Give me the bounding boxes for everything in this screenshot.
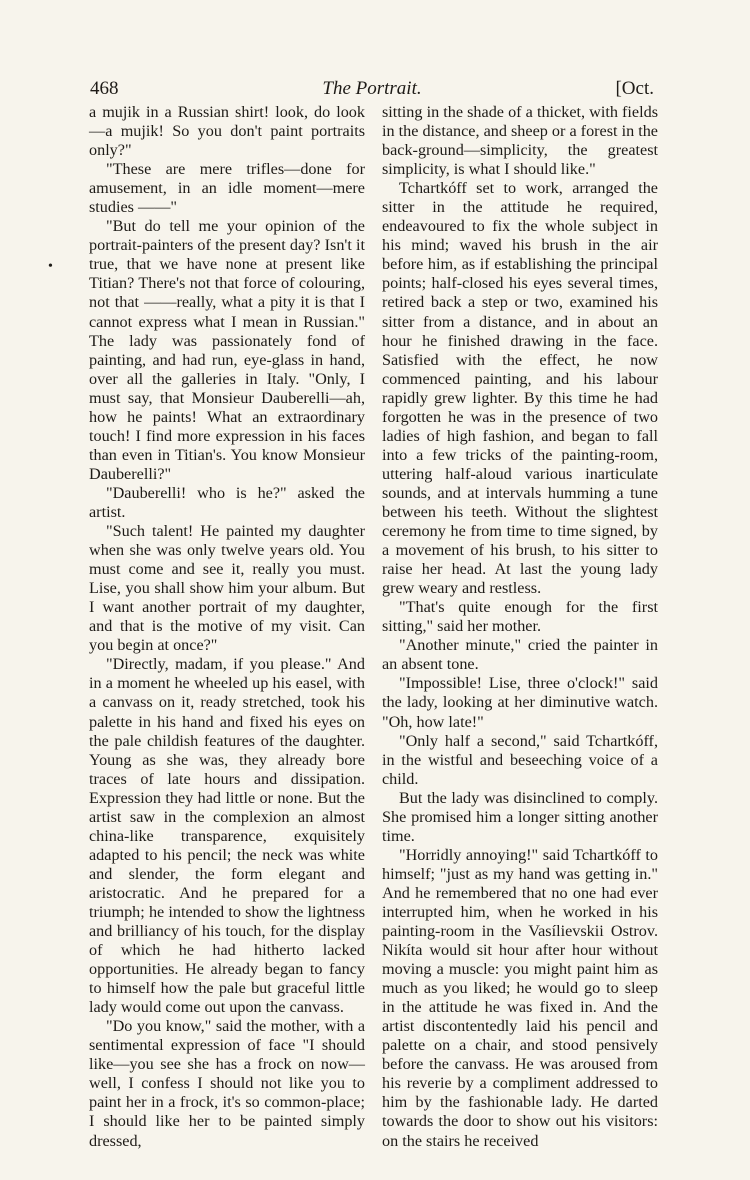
left-column	[89, 103, 365, 1151]
paragraph: "Such talent! He painted my daughter when she was only twelve years old. You must come and see it, really you must. Lise, you shall show him your album. But I want another portrait of my daughter, and that is the motive of my visit. Can you begin at once?"	[89, 522, 365, 655]
paragraph: "Another minute," cried the painter in an absent tone.	[382, 636, 658, 674]
paragraph: "But do tell me your opinion of the portrait-painters of the present day? Isn't it true, that we have none at present like Titian? There's not that force of colouring, not that ——really, what a pity it is that I cannot express what I mean in Russian." The lady was passionately fond of painting, and had run, eye-glass in hand, over all the galleries in Italy. "Only, I must say, that Monsieur Dauberelli—ah, how he paints! What an extraordinary touch! I find more expression in his faces than even in Titian's. You know Monsieur Dauberelli?"	[89, 217, 365, 483]
paragraph: "Do you know," said the mother, with a sentimental expression of face "I should like—you see she has a frock on now—well, I confess I should not like you to paint her in a frock, it's so common-place; I should like her to be painted simply dressed,	[89, 1017, 365, 1150]
paragraph: "Only half a second," said Tchartkóff, in the wistful and beseeching voice of a child.	[382, 731, 658, 788]
paragraph: "These are mere trifles—done for amusement, in an idle moment—mere studies ——"	[89, 160, 365, 217]
paragraph: But the lady was disinclined to comply. She promised him a longer sitting another time.	[382, 788, 658, 845]
page-number: 468	[90, 78, 119, 99]
paragraph: "Impossible! Lise, three o'clock!" said the lady, looking at her diminutive watch. "Oh, how late!"	[382, 674, 658, 731]
running-month: [Oct.	[615, 78, 654, 99]
paragraph: Tchartkóff set to work, arranged the sitter in the attitude he required, endeavoured to fix the whole subject in his mind; waved his brush in the air before him, as if establishing the principal points; half-closed his eyes several times, retired back a step or two, examined his sitter from a distance, and in about an hour he finished drawing in the face. Satisfied with the effect, he now commenced painting, and his labour rapidly grew lighter. By this time he had forgotten he was in the presence of two ladies of high fashion, and began to fall into a few tricks of the painting-room, uttering half-aloud various inarticulate sounds, and at intervals humming a tune between his teeth. Without the slightest ceremony he from time to time signed, by a movement of his brush, to his sitter to raise her head. At last the young lady grew weary and restless.	[382, 179, 658, 598]
paragraph: "Horridly annoying!" said Tchartkóff to himself; "just as my hand was getting in." And he remembered that no one had ever interrupted him, when he worked in his painting-room in the Vasílievskii Ostrov. Nikíta would sit hour after hour without moving a muscle: you might paint him as much as you liked; he would go to sleep in the attitude he was fixed in. And the artist discontentedly laid his pencil and palette on a chair, and stood pensively before the canvass. He was aroused from his reverie by a compliment addressed to him by the fashionable lady. He darted towards the door to show out his visitors: on the stairs he received	[382, 845, 658, 1150]
running-header	[90, 76, 654, 102]
paragraph: "That's quite enough for the first sitting," said her mother.	[382, 598, 658, 636]
paragraph: a mujik in a Russian shirt! look, do look—a mujik! So you don't paint portraits only?"	[89, 103, 365, 160]
paragraph: "Dauberelli! who is he?" asked the artist.	[89, 483, 365, 521]
right-column	[382, 103, 658, 1151]
paragraph: "Directly, madam, if you please." And in a moment he wheeled up his easel, with a canvass on it, ready stretched, took his palette in his hand and fixed his eyes on the pale childish features of the daughter. Young as she was, they already bore traces of late hours and dissipation. Expression they had little or none. But the artist saw in the complexion an almost china-like transparence, exquisitely adapted to his pencil; the neck was white and slender, the form elegant and aristocratic. And he prepared for a triumph; he intended to show the lightness and brilliancy of his touch, for the display of which he had hitherto lacked opportunities. He already began to fancy to himself how the pale but graceful little lady would come out upon the canvass.	[89, 655, 365, 1017]
running-title: The Portrait.	[322, 78, 422, 99]
paragraph: sitting in the shade of a thicket, with fields in the distance, and sheep or a forest in the back-ground—simplicity, the greatest simplicity, is what I should like."	[382, 103, 658, 179]
margin-mark: •	[48, 259, 53, 274]
